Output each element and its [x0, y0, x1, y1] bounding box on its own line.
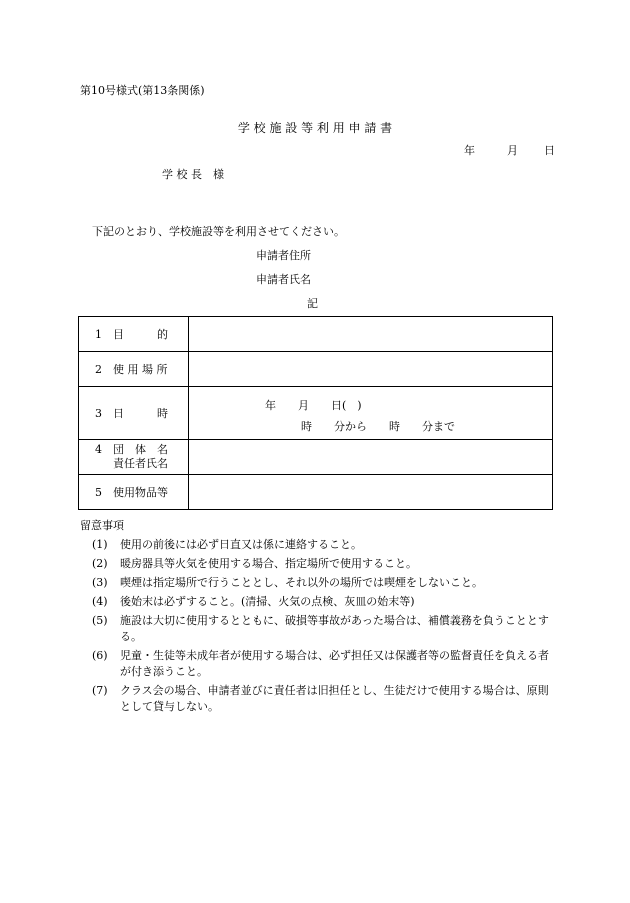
group-name-label: 4 団 体 名: [95, 443, 168, 456]
table-row-group: [79, 440, 553, 475]
note-number: (6): [92, 649, 108, 662]
responsible-person-label: 責任者氏名: [113, 457, 168, 470]
addressee: 学 校 長 様: [162, 168, 224, 181]
list-item: [92, 683, 552, 715]
note-text: 使用の前後には必ず日直又は係に連絡すること。: [120, 538, 362, 551]
place-field[interactable]: [189, 352, 553, 387]
list-item: [92, 556, 552, 572]
table-row-purpose: [79, 317, 553, 352]
note-text: クラス会の場合、申請者並びに責任者は旧担任とし、生徒だけで使用する場合は、原則として貸与しない。: [120, 684, 549, 713]
notes-heading: 留意事項: [80, 519, 124, 532]
application-date: [464, 142, 555, 158]
list-item: [92, 613, 552, 645]
date-day-label: 日: [544, 144, 555, 157]
note-text: 施設は大切に使用するとともに、破損等事故があった場合は、補償義務を負うこととする。: [120, 614, 549, 643]
list-item: [92, 537, 552, 553]
date-year-label: 年: [464, 144, 475, 157]
datetime-label: 3 日 時: [79, 387, 189, 440]
table-row-items: [79, 475, 553, 510]
table-row-datetime: [79, 387, 553, 440]
note-number: (5): [92, 614, 108, 627]
note-number: (2): [92, 557, 108, 570]
list-item: [92, 648, 552, 680]
document-title: 学 校 施 設 等 利 用 申 請 書: [237, 121, 393, 135]
applicant-name-label: 申請者氏名: [256, 273, 311, 286]
group-label-cell: [79, 440, 189, 475]
note-number: (1): [92, 538, 108, 551]
note-number: (4): [92, 595, 108, 608]
purpose-label: 1 目 的: [79, 317, 189, 352]
purpose-field[interactable]: [189, 317, 553, 352]
note-text: 暖房器具等火気を使用する場合、指定場所で使用すること。: [120, 557, 417, 570]
place-label: 2 使 用 場 所: [79, 352, 189, 387]
datetime-time-line: 時 分から 時 分まで: [301, 420, 455, 433]
note-text: 後始末は必ずすること。(清掃、火気の点検、灰皿の始末等): [120, 595, 415, 608]
note-number: (7): [92, 684, 108, 697]
table-row-place: [79, 352, 553, 387]
request-statement: 下記のとおり、学校施設等を利用させてください。: [92, 225, 345, 238]
note-text: 児童・生徒等未成年者が使用する場合は、必ず担任又は保護者等の監督責任を負える者が付き添うこと。: [120, 649, 549, 678]
list-item: [92, 594, 552, 610]
notes-list: [92, 537, 552, 718]
application-table: [78, 316, 553, 510]
group-field[interactable]: [189, 440, 553, 475]
items-field[interactable]: [189, 475, 553, 510]
items-label: 5 使用物品等: [79, 475, 189, 510]
datetime-date-line: 年 月 日( ): [265, 399, 362, 412]
ki-heading: 記: [307, 297, 318, 310]
date-month-label: 月: [507, 144, 518, 157]
form-number: 第10号様式(第13条関係): [80, 84, 205, 97]
list-item: [92, 575, 552, 591]
datetime-field[interactable]: [189, 387, 553, 440]
note-number: (3): [92, 576, 108, 589]
note-text: 喫煙は指定場所で行うこととし、それ以外の場所では喫煙をしないこと。: [120, 576, 483, 589]
applicant-address-label: 申請者住所: [256, 249, 311, 262]
